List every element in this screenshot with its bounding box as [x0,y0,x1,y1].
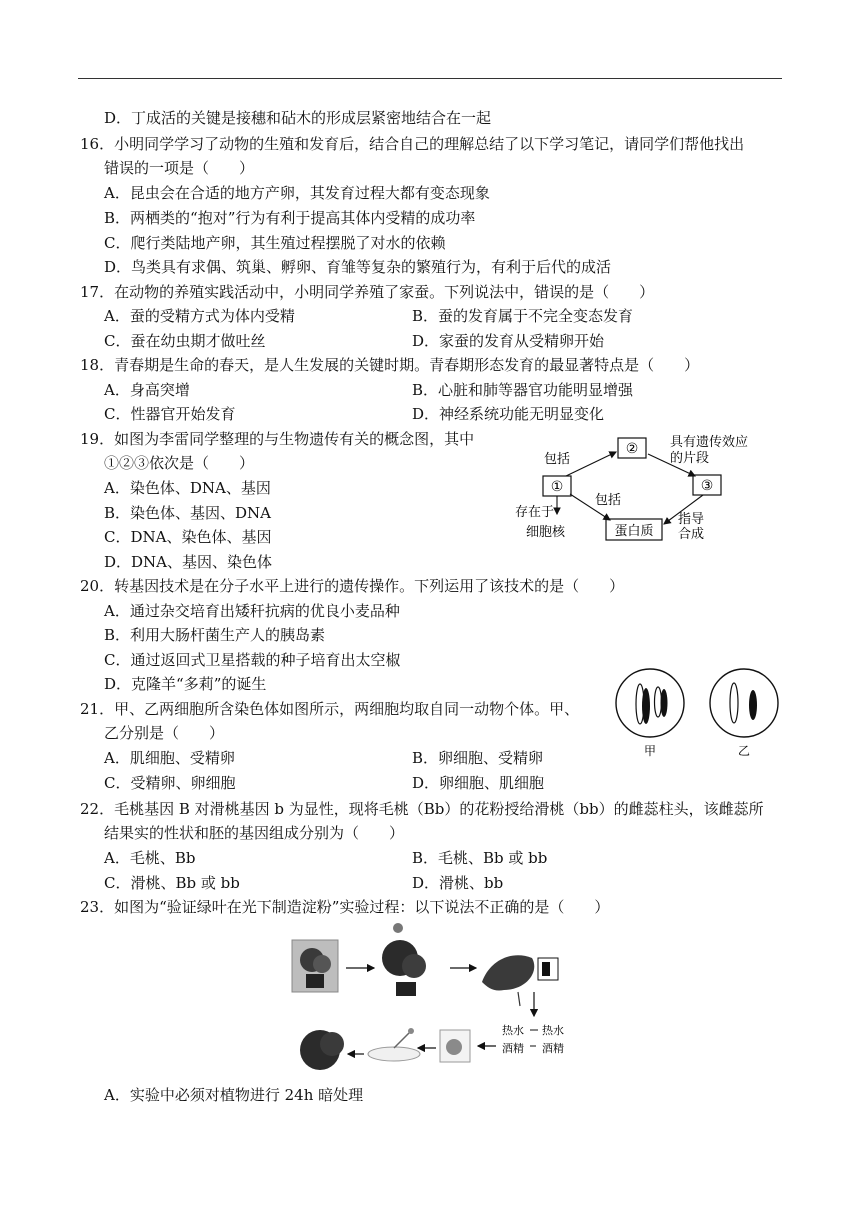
cell-jia [616,669,684,737]
q16-option-b: B．两栖类的“抱对”行为有利于提高其体内受精的成功率 [104,209,476,227]
label-guide-line1: 指导 [678,512,705,527]
q17-option-d: D．家蚕的发育从受精卵开始 [412,332,605,350]
q22-option-c: C．滑桃、Bb 或 bb [104,874,240,892]
label-exist-line2: 细胞核 [526,525,566,540]
label-fragment-line1: 具有遗传效应 [670,435,749,450]
q22-option-d: D．滑桃、bb [412,874,504,892]
q18-option-c: C．性器官开始发育 [104,405,236,423]
step1-foliage-2 [313,955,331,973]
q17-option-a: A．蚕的受精方式为体内受精 [104,307,295,325]
q22-option-a: A．毛桃、Bb [104,849,196,867]
starch-experiment-figure [290,920,600,1080]
arrow-1-to-2 [566,452,616,476]
q16-option-c: C．爬行类陆地产卵，其生殖过程摆脱了对水的依赖 [104,234,446,252]
q21-option-d: D．卵细胞、肌细胞 [412,774,545,792]
q19-option-c: C．DNA、染色体、基因 [104,528,272,546]
cell-yi-chromosome-white [730,683,738,723]
q16-option-a: A．昆虫会在合适的地方产卵，其发育过程大都有变态现象 [104,184,490,202]
q16-stem-line2: 错误的一项是（ ） [104,159,255,177]
label-exist-line1: 存在于 [515,505,555,520]
q20-option-a: A．通过杂交培育出矮秆抗病的优良小麦品种 [104,602,400,620]
q17-stem: 17．在动物的养殖实践活动中，小明同学养殖了家蚕。下列说法中，错误的是（ ） [80,283,655,301]
step2-light-dot [393,923,403,933]
q18-option-b: B．心脏和肺等器官功能明显增强 [412,381,634,399]
q15-option-d: D．丁成活的关键是接穗和砧木的形成层紧密地结合在一起 [104,109,492,127]
q21-option-b: B．卵细胞、受精卵 [412,749,544,767]
step1-pot [306,974,324,988]
cell-jia-chromosome-black-2 [661,689,668,717]
step6-dropper [394,1032,410,1048]
q20-option-d: D．克隆羊“多莉”的诞生 [104,675,267,693]
concept-box-1-label: ① [550,479,564,495]
q21-stem-line1: 21．甲、乙两细胞所含染色体如图所示，两细胞均取自同一动物个体。甲、 [80,700,580,718]
q18-stem: 18．青春期是生命的春天，是人生发展的关键时期。青春期形态发育的最显著特点是（ ） [80,356,700,374]
concept-box-3-label: ③ [700,478,714,494]
label-include-1: 包括 [544,452,571,467]
header-rule [78,78,782,79]
concept-box-2-label: ② [625,441,639,457]
q21-stem-line2: 乙分别是（ ） [104,724,225,742]
q21-option-a: A．肌细胞、受精卵 [104,749,235,767]
label-hot-water-right: 热水 [542,1024,564,1037]
q17-option-c: C．蚕在幼虫期才做吐丝 [104,332,266,350]
cell-yi [710,669,778,737]
step6-dish [368,1047,420,1061]
q16-option-d: D．鸟类具有求偶、筑巢、孵卵、育雏等复杂的繁殖行为，有利于后代的成活 [104,258,612,276]
step5-leaf-in-beaker [446,1039,462,1055]
genetics-concept-map [500,432,800,552]
q17-option-b: B．蚕的发育属于不完全变态发育 [412,307,634,325]
chromosome-cells-figure [608,665,788,760]
label-fragment-line2: 的片段 [670,451,710,466]
q19-stem-line2: ①②③依次是（ ） [104,454,255,472]
label-alcohol-right: 酒精 [542,1042,564,1055]
q23-option-a: A．实验中必须对植物进行 24h 暗处理 [104,1086,364,1104]
step6-dropper-bulb [408,1028,414,1034]
step2-pot [396,982,416,996]
q16-stem-line1: 16．小明同学学习了动物的生殖和发育后，结合自己的理解总结了以下学习笔记，请同学们帮他找出 [80,135,745,153]
step2-foliage-2 [402,954,426,978]
label-jia: 甲 [644,744,657,758]
q18-option-a: A．身高突增 [104,381,190,399]
q20-stem: 20．转基因技术是在分子水平上进行的遗传操作。下列运用了该技术的是（ ） [80,577,625,595]
step7-stained-leaf-2 [320,1032,344,1056]
q21-option-c: C．受精卵、卵细胞 [104,774,236,792]
q22-stem-line2: 结果实的性状和胚的基因组成分别为（ ） [104,824,405,842]
q22-option-b: B．毛桃、Bb 或 bb [412,849,548,867]
q19-option-d: D．DNA、基因、染色体 [104,553,273,571]
step3-black-paper-inner [542,962,550,976]
step3-stem [518,992,520,1006]
step3-leaf [482,955,534,990]
label-alcohol-left: 酒精 [502,1042,524,1055]
q20-option-c: C．通过返回式卫星搭载的种子培育出太空椒 [104,651,401,669]
q19-stem-line1: 19．如图为李雷同学整理的与生物遗传有关的概念图，其中 [80,430,475,448]
cell-jia-chromosome-black [642,688,650,724]
label-yi: 乙 [738,744,751,758]
q23-stem: 23．如图为“验证绿叶在光下制造淀粉”实验过程：以下说法不正确的是（ ） [80,898,610,916]
label-hot-water-left: 热水 [502,1024,524,1037]
q19-option-b: B．染色体、基因、DNA [104,504,272,522]
q18-option-d: D．神经系统功能无明显变化 [412,405,605,423]
label-include-2: 包括 [595,493,622,508]
concept-box-protein-label: 蛋白质 [614,524,654,539]
cell-jia-chromosome-white-2 [655,687,662,717]
q22-stem-line1: 22．毛桃基因 B 对滑桃基因 b 为显性，现将毛桃（Bb）的花粉授给滑桃（bb）的雌蕊柱头，该雌蕊所 [80,800,764,818]
label-guide-line2: 合成 [678,527,705,542]
q19-option-a: A．染色体、DNA、基因 [104,479,271,497]
q20-option-b: B．利用大肠杆菌生产人的胰岛素 [104,626,326,644]
cell-yi-chromosome-black [749,690,757,720]
